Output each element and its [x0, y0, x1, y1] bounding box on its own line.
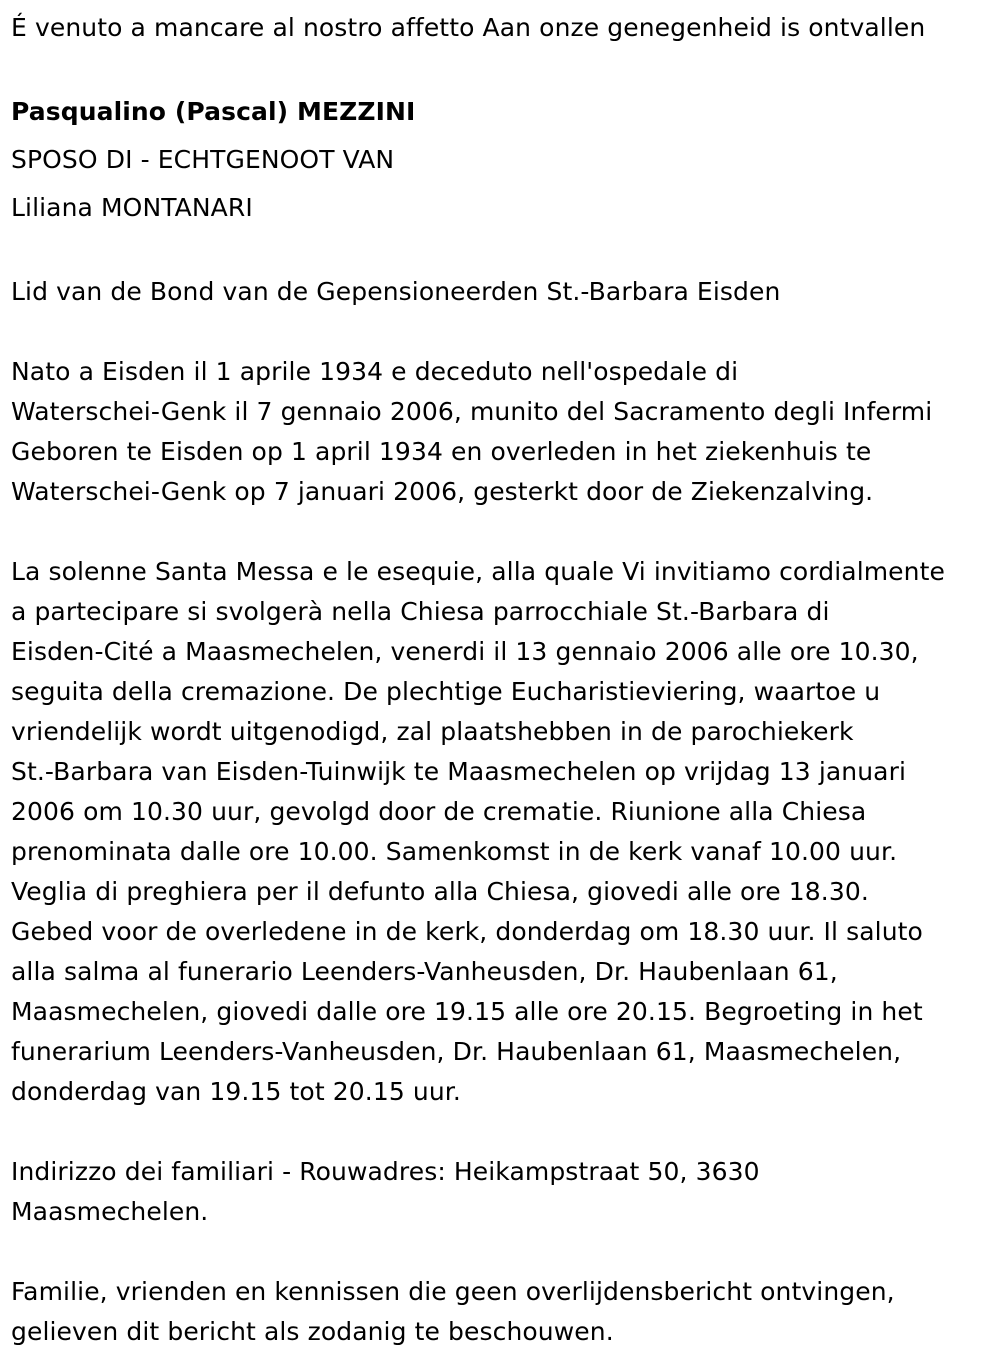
paragraph-line: Waterschei-Genk op 7 januari 2006, gesterkt door de Ziekenzalving.: [11, 477, 874, 506]
deceased-block: [11, 88, 1000, 232]
paragraph-line: Eisden-Cité a Maasmechelen, venerdi il 13 gennaio 2006 alle ore 10.30,: [11, 637, 919, 666]
deceased-name: Pasqualino (Pascal) MEZZINI: [11, 97, 416, 126]
ceremony-paragraph: [11, 552, 1000, 1112]
paragraph-line: donderdag van 19.15 tot 20.15 uur.: [11, 1077, 461, 1106]
paragraph-line: Geboren te Eisden op 1 april 1934 en overleden in het ziekenhuis te: [11, 437, 872, 466]
spacer: [11, 1112, 1000, 1152]
address-paragraph: [11, 1152, 1000, 1232]
paragraph-line: a partecipare si svolgerà nella Chiesa parrocchiale St.-Barbara di: [11, 597, 830, 626]
paragraph-line: 2006 om 10.30 uur, gevolgd door de crematie. Riunione alla Chiesa: [11, 797, 867, 826]
notice-heading: É venuto a mancare al nostro affetto Aan onze genegenheid is ontvallen: [11, 13, 926, 42]
paragraph-line: St.-Barbara van Eisden-Tuinwijk te Maasmechelen op vrijdag 13 januari: [11, 757, 907, 786]
paragraph-line: Maasmechelen, giovedi dalle ore 19.15 alle ore 20.15. Begroeting in het: [11, 997, 923, 1026]
paragraph-line: Indirizzo dei familiari - Rouwadres: Heikampstraat 50, 3630: [11, 1157, 760, 1186]
spacer: [11, 48, 1000, 88]
paragraph-line: vriendelijk wordt uitgenodigd, zal plaatshebben in de parochiekerk: [11, 717, 854, 746]
paragraph-line: La solenne Santa Messa e le esequie, alla quale Vi invitiamo cordialmente: [11, 557, 945, 586]
paragraph-line: funerarium Leenders-Vanheusden, Dr. Haubenlaan 61, Maasmechelen,: [11, 1037, 902, 1066]
paragraph-line: Nato a Eisden il 1 aprile 1934 e deceduto nell'ospedale di: [11, 357, 739, 386]
birth-death-paragraph: [11, 352, 1000, 512]
paragraph-line: Maasmechelen.: [11, 1197, 209, 1226]
paragraph-line: Waterschei-Genk il 7 gennaio 2006, munito del Sacramento degli Infermi: [11, 397, 933, 426]
paragraph-line: Familie, vrienden en kennissen die geen overlijdensbericht ontvingen,: [11, 1277, 895, 1306]
spacer: [11, 312, 1000, 352]
spacer: [11, 1232, 1000, 1272]
membership-text: Lid van de Bond van de Gepensioneerden St.-Barbara Eisden: [11, 277, 781, 306]
relation-label: SPOSO DI - ECHTGENOOT VAN: [11, 145, 395, 174]
paragraph-line: alla salma al funerario Leenders-Vanheusden, Dr. Haubenlaan 61,: [11, 957, 838, 986]
paragraph-line: Gebed voor de overledene in de kerk, donderdag om 18.30 uur. Il saluto: [11, 917, 923, 946]
paragraph-line: Veglia di preghiera per il defunto alla Chiesa, giovedi alle ore 18.30.: [11, 877, 869, 906]
paragraph-line: gelieven dit bericht als zodanig te beschouwen.: [11, 1317, 614, 1346]
spouse-name: Liliana MONTANARI: [11, 193, 253, 222]
spacer: [11, 232, 1000, 272]
closing-paragraph: [11, 1272, 1000, 1352]
paragraph-line: seguita della cremazione. De plechtige Eucharistieviering, waartoe u: [11, 677, 881, 706]
paragraph-line: prenominata dalle ore 10.00. Samenkomst in de kerk vanaf 10.00 uur.: [11, 837, 898, 866]
spacer: [11, 512, 1000, 552]
